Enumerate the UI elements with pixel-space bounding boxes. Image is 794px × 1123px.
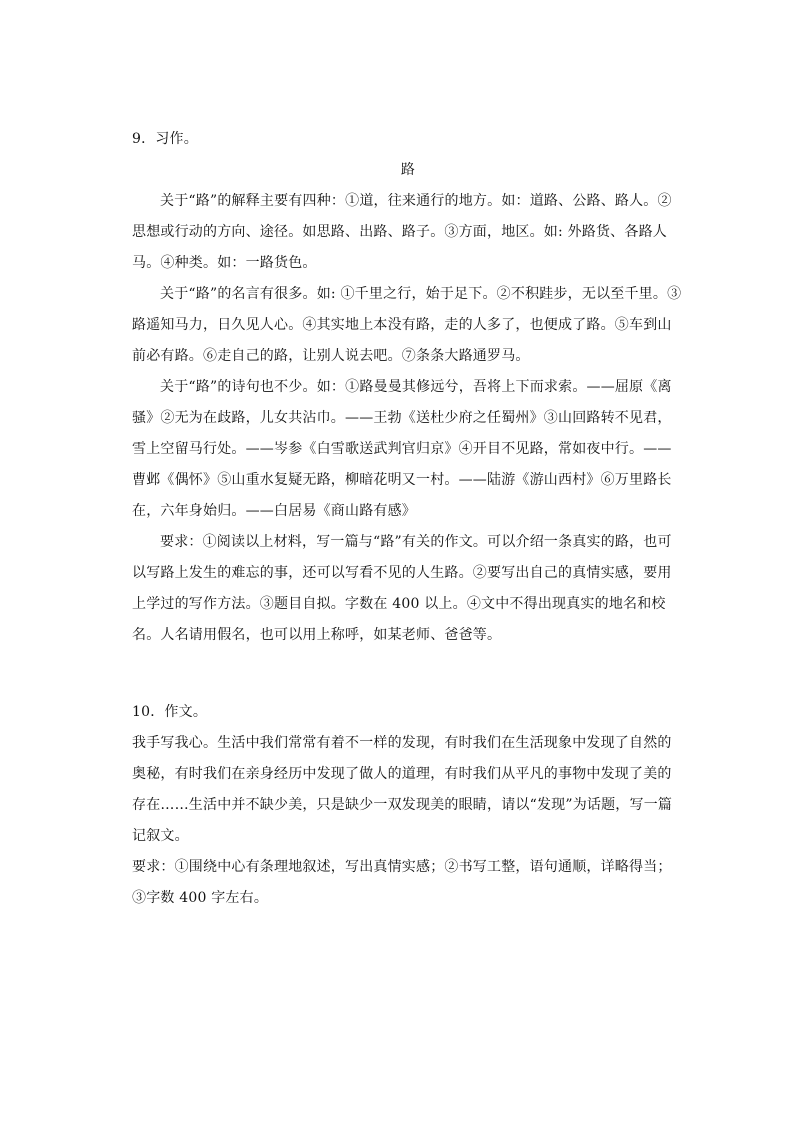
question-9 bbox=[132, 124, 684, 651]
question-10 bbox=[132, 697, 684, 914]
essay-title-lu: 路 bbox=[400, 162, 416, 178]
question-9-title: 9．习作。 bbox=[132, 131, 198, 147]
section-gap bbox=[132, 651, 684, 697]
paragraph-requirements-9: 要求：①阅读以上材料，写一篇与“路”有关的作文。可以介绍一条真实的路，也可以写路上发生的难忘的事，还可以写看不见的人生路。②要写出自己的真情实感，要用上学过的写作方法。③题目自拟。字数在 400 以上。④文中不得出现真实的地名和校名。人名请用假名，也可以用上称呼，如某老师、爸爸等。 bbox=[132, 534, 672, 643]
document-content bbox=[132, 124, 684, 914]
question-10-body: 我手写我心。生活中我们常常有着不一样的发现，有时我们在生活现象中发现了自然的奥秘，有时我们在亲身经历中发现了做人的道理，有时我们从平凡的事物中发现了美的存在……生活中并不缺少美，只是缺少一双发现美的眼睛，请以“发现”为话题，写一篇记叙文。 bbox=[132, 735, 673, 844]
paragraph-quotes: 关于“路”的名言有很多。如: ①千里之行，始于足下。②不积跬步，无以至千里。③路遥知马力，日久见人心。④其实地上本没有路，走的人多了，也便成了路。⑤车到山前必有路。⑥走自己的路，让别人说去吧。⑦条条大路通罗马。 bbox=[132, 286, 682, 364]
question-10-title: 10．作文。 bbox=[132, 704, 208, 720]
paragraph-definitions: 关于“路”的解释主要有四种：①道，往来通行的地方。如：道路、公路、路人。②思想或行动的方向、途径。如思路、出路、路子。③方面，地区。如: 外路货、各路人马。④种类。如：一路货色。 bbox=[132, 193, 672, 271]
question-10-requirements: 要求：①围绕中心有条理地叙述，写出真情实感；②书写工整，语句通顺，详略得当；③字数 400 字左右。 bbox=[132, 859, 672, 906]
paragraph-poems: 关于“路”的诗句也不少。如：①路曼曼其修远兮，吾将上下而求索。——屈原《离骚》②无为在歧路，儿女共沾巾。——王勃《送杜少府之任蜀州》③山回路转不见君，雪上空留马行处。——岑参《白雪歌送武判官归京》④开目不见路，常如夜中行。——曹邺《偶怀》⑤山重水复疑无路，柳暗花明又一村。——陆游《游山西村》⑥万里路长在，六年身始归。——白居易《商山路有感》 bbox=[132, 379, 672, 519]
